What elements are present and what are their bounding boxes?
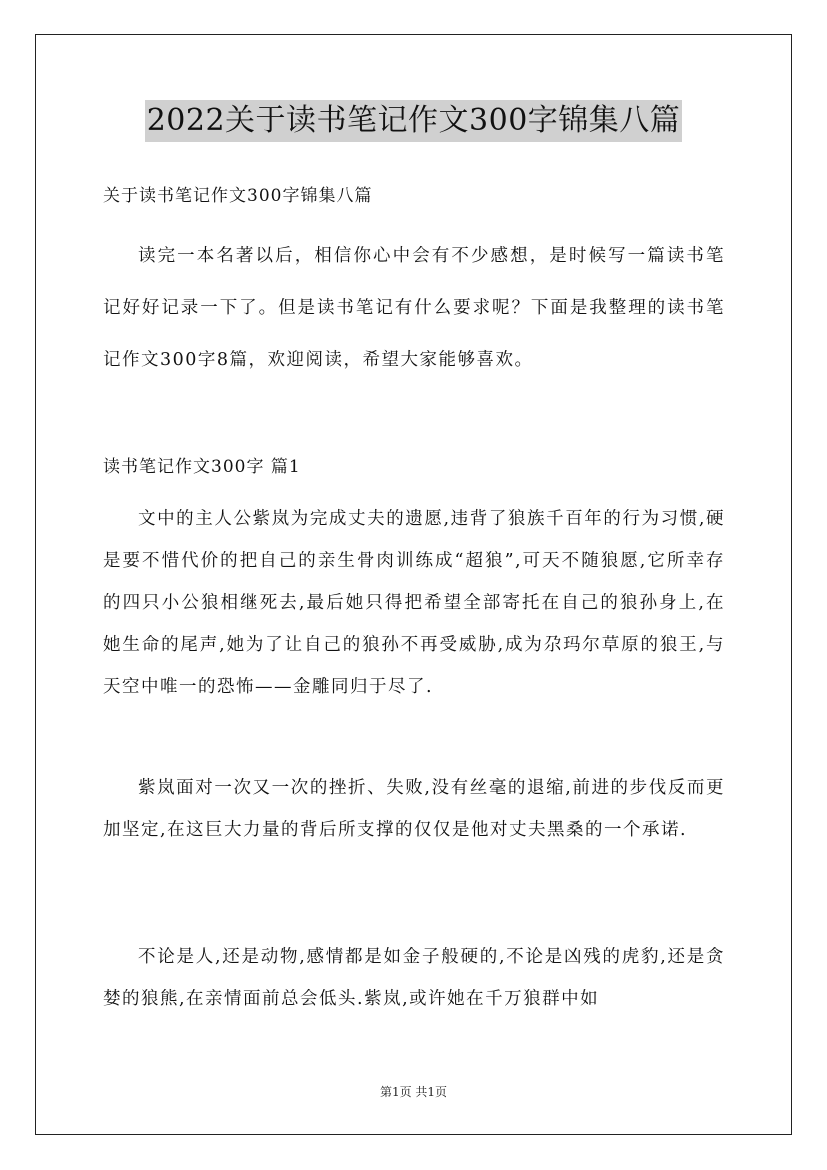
title-container xyxy=(0,100,827,142)
document-title: 2022关于读书笔记作文300字锦集八篇 xyxy=(145,100,683,142)
intro-paragraph: 读完一本名著以后，相信你心中会有不少感想，是时候写一篇读书笔记好好记录一下了。但是读书笔记有什么要求呢？下面是我整理的读书笔记作文300字8篇，欢迎阅读，希望大家能够喜欢。 xyxy=(103,246,725,370)
body-paragraph-2: 紫岚面对一次又一次的挫折、失败,没有丝毫的退缩,前进的步伐反而更加坚定,在这巨大力量的背后所支撑的仅仅是他对丈夫黑桑的一个承诺. xyxy=(103,778,725,840)
body-paragraph-3: 不论是人,还是动物,感情都是如金子般硬的,不论是凶残的虎豹,还是贪婪的狼熊,在亲情面前总会低头.紫岚,或许她在千万狼群中如 xyxy=(103,947,725,1009)
document-subtitle: 关于读书笔记作文300字锦集八篇 xyxy=(103,186,373,206)
body-paragraph-1: 文中的主人公紫岚为完成丈夫的遗愿,违背了狼族千百年的行为习惯,硬是要不惜代价的把自己的亲生骨肉训练成“超狼”,可天不随狼愿,它所幸存的四只小公狼相继死去,最后她只得把希望全部寄托在自己的狼孙身上,在她生命的尾声,她为了让自己的狼孙不再受威胁,成为尕玛尔草原的狼王,与天空中唯一的恐怖——金雕同归于尽了. xyxy=(103,509,725,697)
section-heading: 读书笔记作文300字 篇1 xyxy=(103,457,301,477)
page-footer: 第1页 共1页 xyxy=(379,1085,448,1099)
